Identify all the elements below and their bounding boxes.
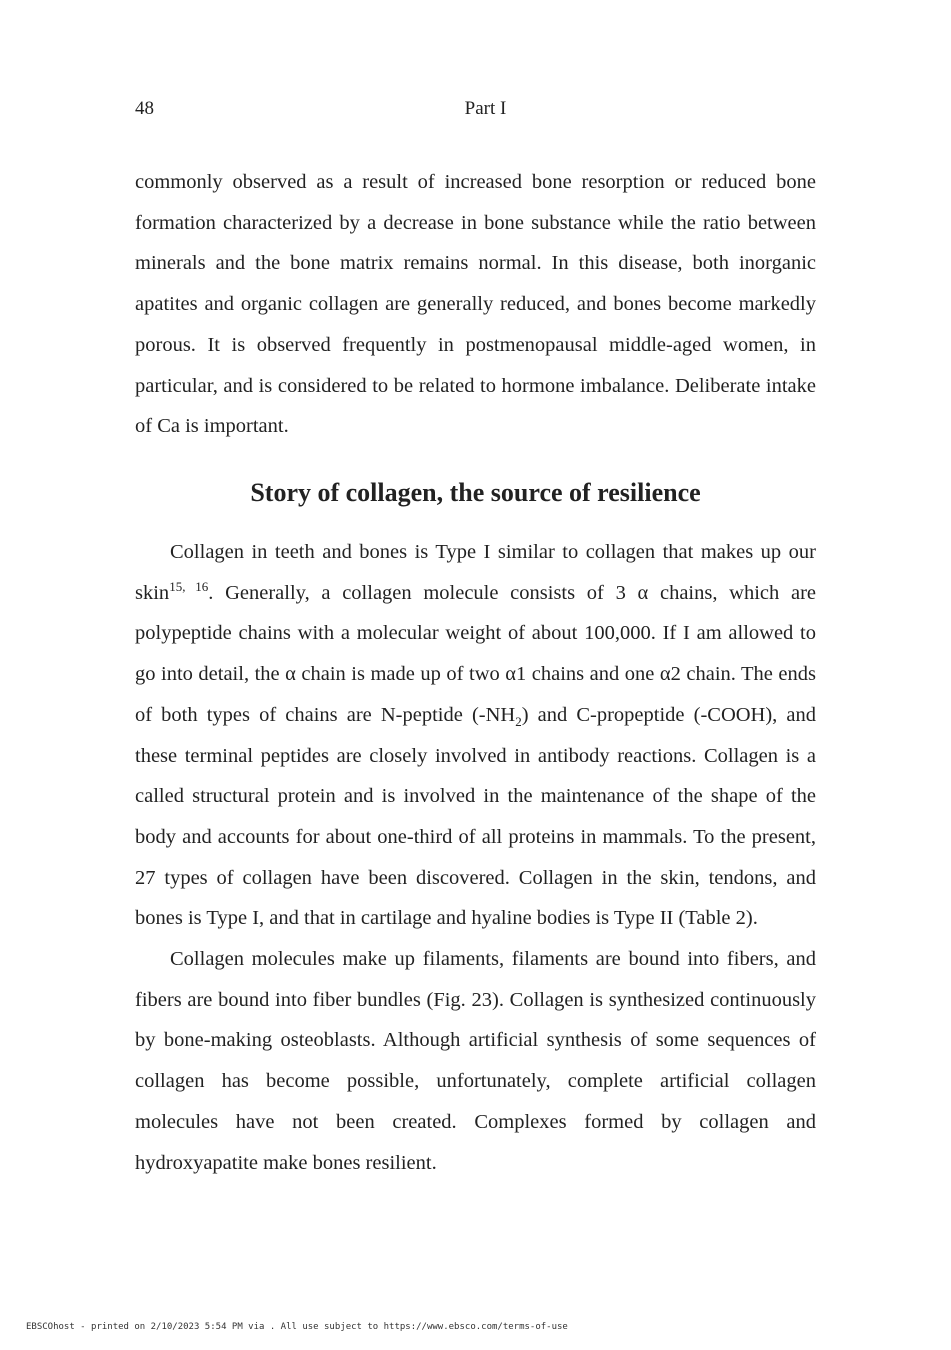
page-number: 48 <box>135 98 154 119</box>
section-body <box>135 532 816 1183</box>
body-paragraph-2: Collagen molecules make up filaments, filaments are bound into fibers, and fibers are bound into fiber bundles (Fig. 23). Collagen is synthesized continuously by bone-making osteoblasts. Although artificial synthesis of some sequences of collagen has become possible, unfortunately, complete artificial collagen molecules have not been created. Complexes formed by collagen and hydroxyapatite make bones resilient. <box>135 948 816 1174</box>
p1-text-end: ) and C-propeptide (-COOH), and these terminal peptides are closely involved in antibody reactions. Collagen is a called structural protein and is involved in the maintenance of the shape of the body and accounts for about one-third of all proteins in mammals. To the present, 27 types of collagen have been discovered. Collagen in the skin, tendons, and bones is Type I, and that in cartilage and hyaline bodies is Type II (Table 2). <box>135 703 817 930</box>
body-paragraph-1 <box>135 532 816 939</box>
section-heading: Story of collagen, the source of resilience <box>250 478 701 507</box>
p1-text-start: Collagen in teeth and bones is Type I similar to collagen that makes up our skin <box>135 541 816 604</box>
intro-section <box>135 162 816 447</box>
intro-paragraph: commonly observed as a result of increased bone resorption or reduced bone formation characterized by a decrease in bone substance while the ratio between minerals and the bone matrix remains normal. In this disease, both inorganic apatites and organic collagen are generally reduced, and bones become markedly porous. It is observed frequently in postmenopausal middle-aged women, in particular, and is considered to be related to hormone imbalance. Deliberate intake of Ca is important. <box>135 171 816 438</box>
running-title: Part I <box>464 98 507 119</box>
p1-text-middle: . Generally, a collagen molecule consists of 3 α chains, which are polypeptide chains with a molecular weight of about 100,000. If I am allowed to go into detail, the α chain is made up of two α1 chains and one α2 chain. The ends of both types of chains are N-peptide (-NH <box>135 581 816 726</box>
citation-superscript: 15, 16 <box>169 578 209 594</box>
print-footer: EBSCOhost - printed on 2/10/2023 5:54 PM via . All use subject to https://www.ebsco.com/terms-of-use <box>26 1322 568 1332</box>
subscript-2: 2 <box>515 713 522 729</box>
